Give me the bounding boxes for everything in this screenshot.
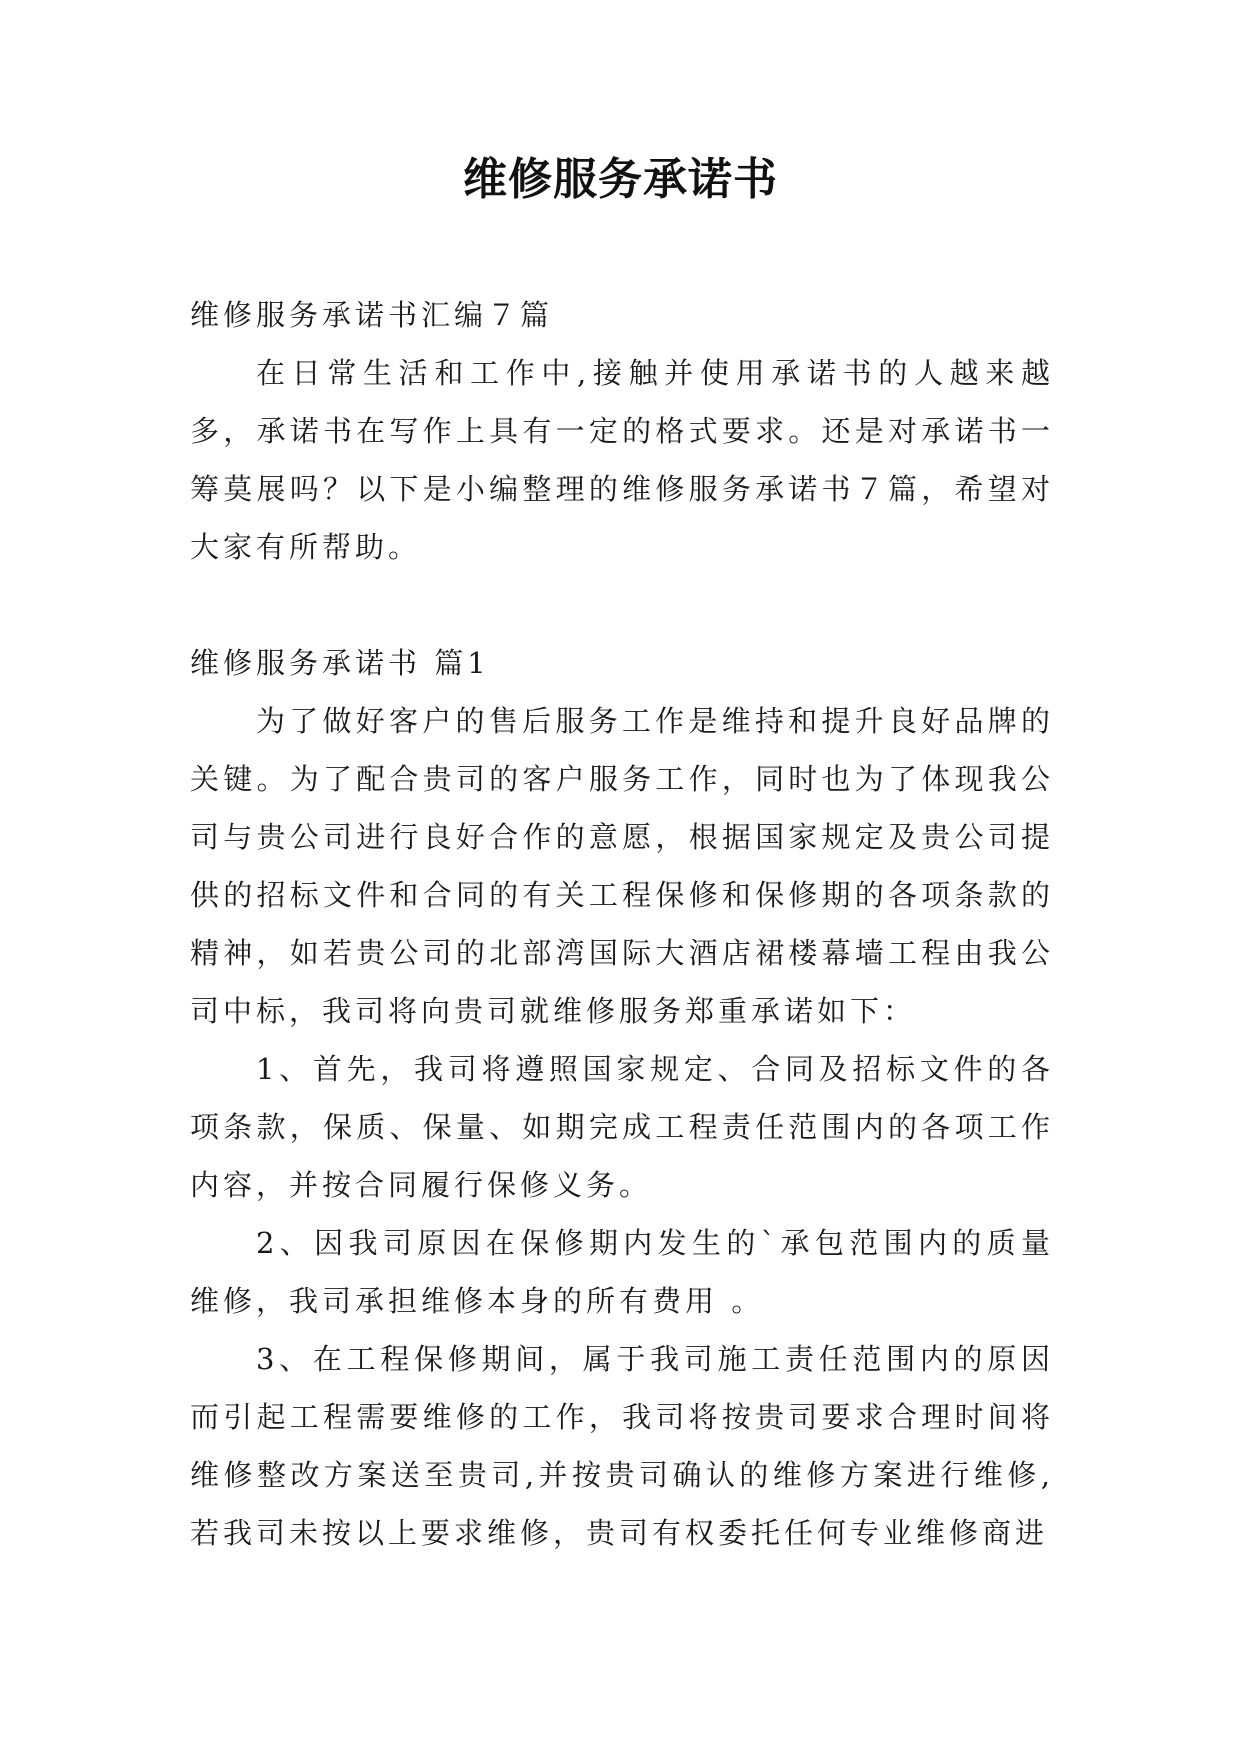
document-body — [190, 286, 1054, 1562]
section-heading: 维修服务承诺书 篇1 — [190, 646, 490, 680]
collection-subtitle: 维修服务承诺书汇编７篇 — [190, 298, 554, 332]
section-paragraph: 3、在工程保修期间，属于我司施工责任范围内的原因而引起工程需要维修的工作，我司将按贵司要求合理时间将维修整改方案送至贵司,并按贵司确认的维修方案进行维修,若我司未按以上要求维修，贵司有权委托任何专业维修商进 — [190, 1342, 1054, 1550]
section-paragraph: 1、首先，我司将遵照国家规定、合同及招标文件的各项条款，保质、保量、如期完成工程责任范围内的各项工作内容，并按合同履行保修义务。 — [190, 1052, 1054, 1202]
section-paragraph: 2、因我司原因在保修期内发生的`承包范围内的质量维修，我司承担维修本身的所有费用 。 — [190, 1226, 1054, 1318]
document-title: 维修服务承诺书 — [463, 154, 778, 205]
section-paragraph: 为了做好客户的售后服务工作是维持和提升良好品牌的关键。为了配合贵司的客户服务工作，同时也为了体现我公司与贵公司进行良好合作的意愿，根据国家规定及贵公司提供的招标文件和合同的有关工程保修和保修期的各项条款的精神，如若贵公司的北部湾国际大酒店裙楼幕墙工程由我公司中标，我司将向贵司就维修服务郑重承诺如下： — [190, 704, 1054, 1028]
intro-paragraph: 在日常生活和工作中,接触并使用承诺书的人越来越多，承诺书在写作上具有一定的格式要求。还是对承诺书一筹莫展吗？以下是小编整理的维修服务承诺书７篇，希望对大家有所帮助。 — [190, 356, 1054, 564]
